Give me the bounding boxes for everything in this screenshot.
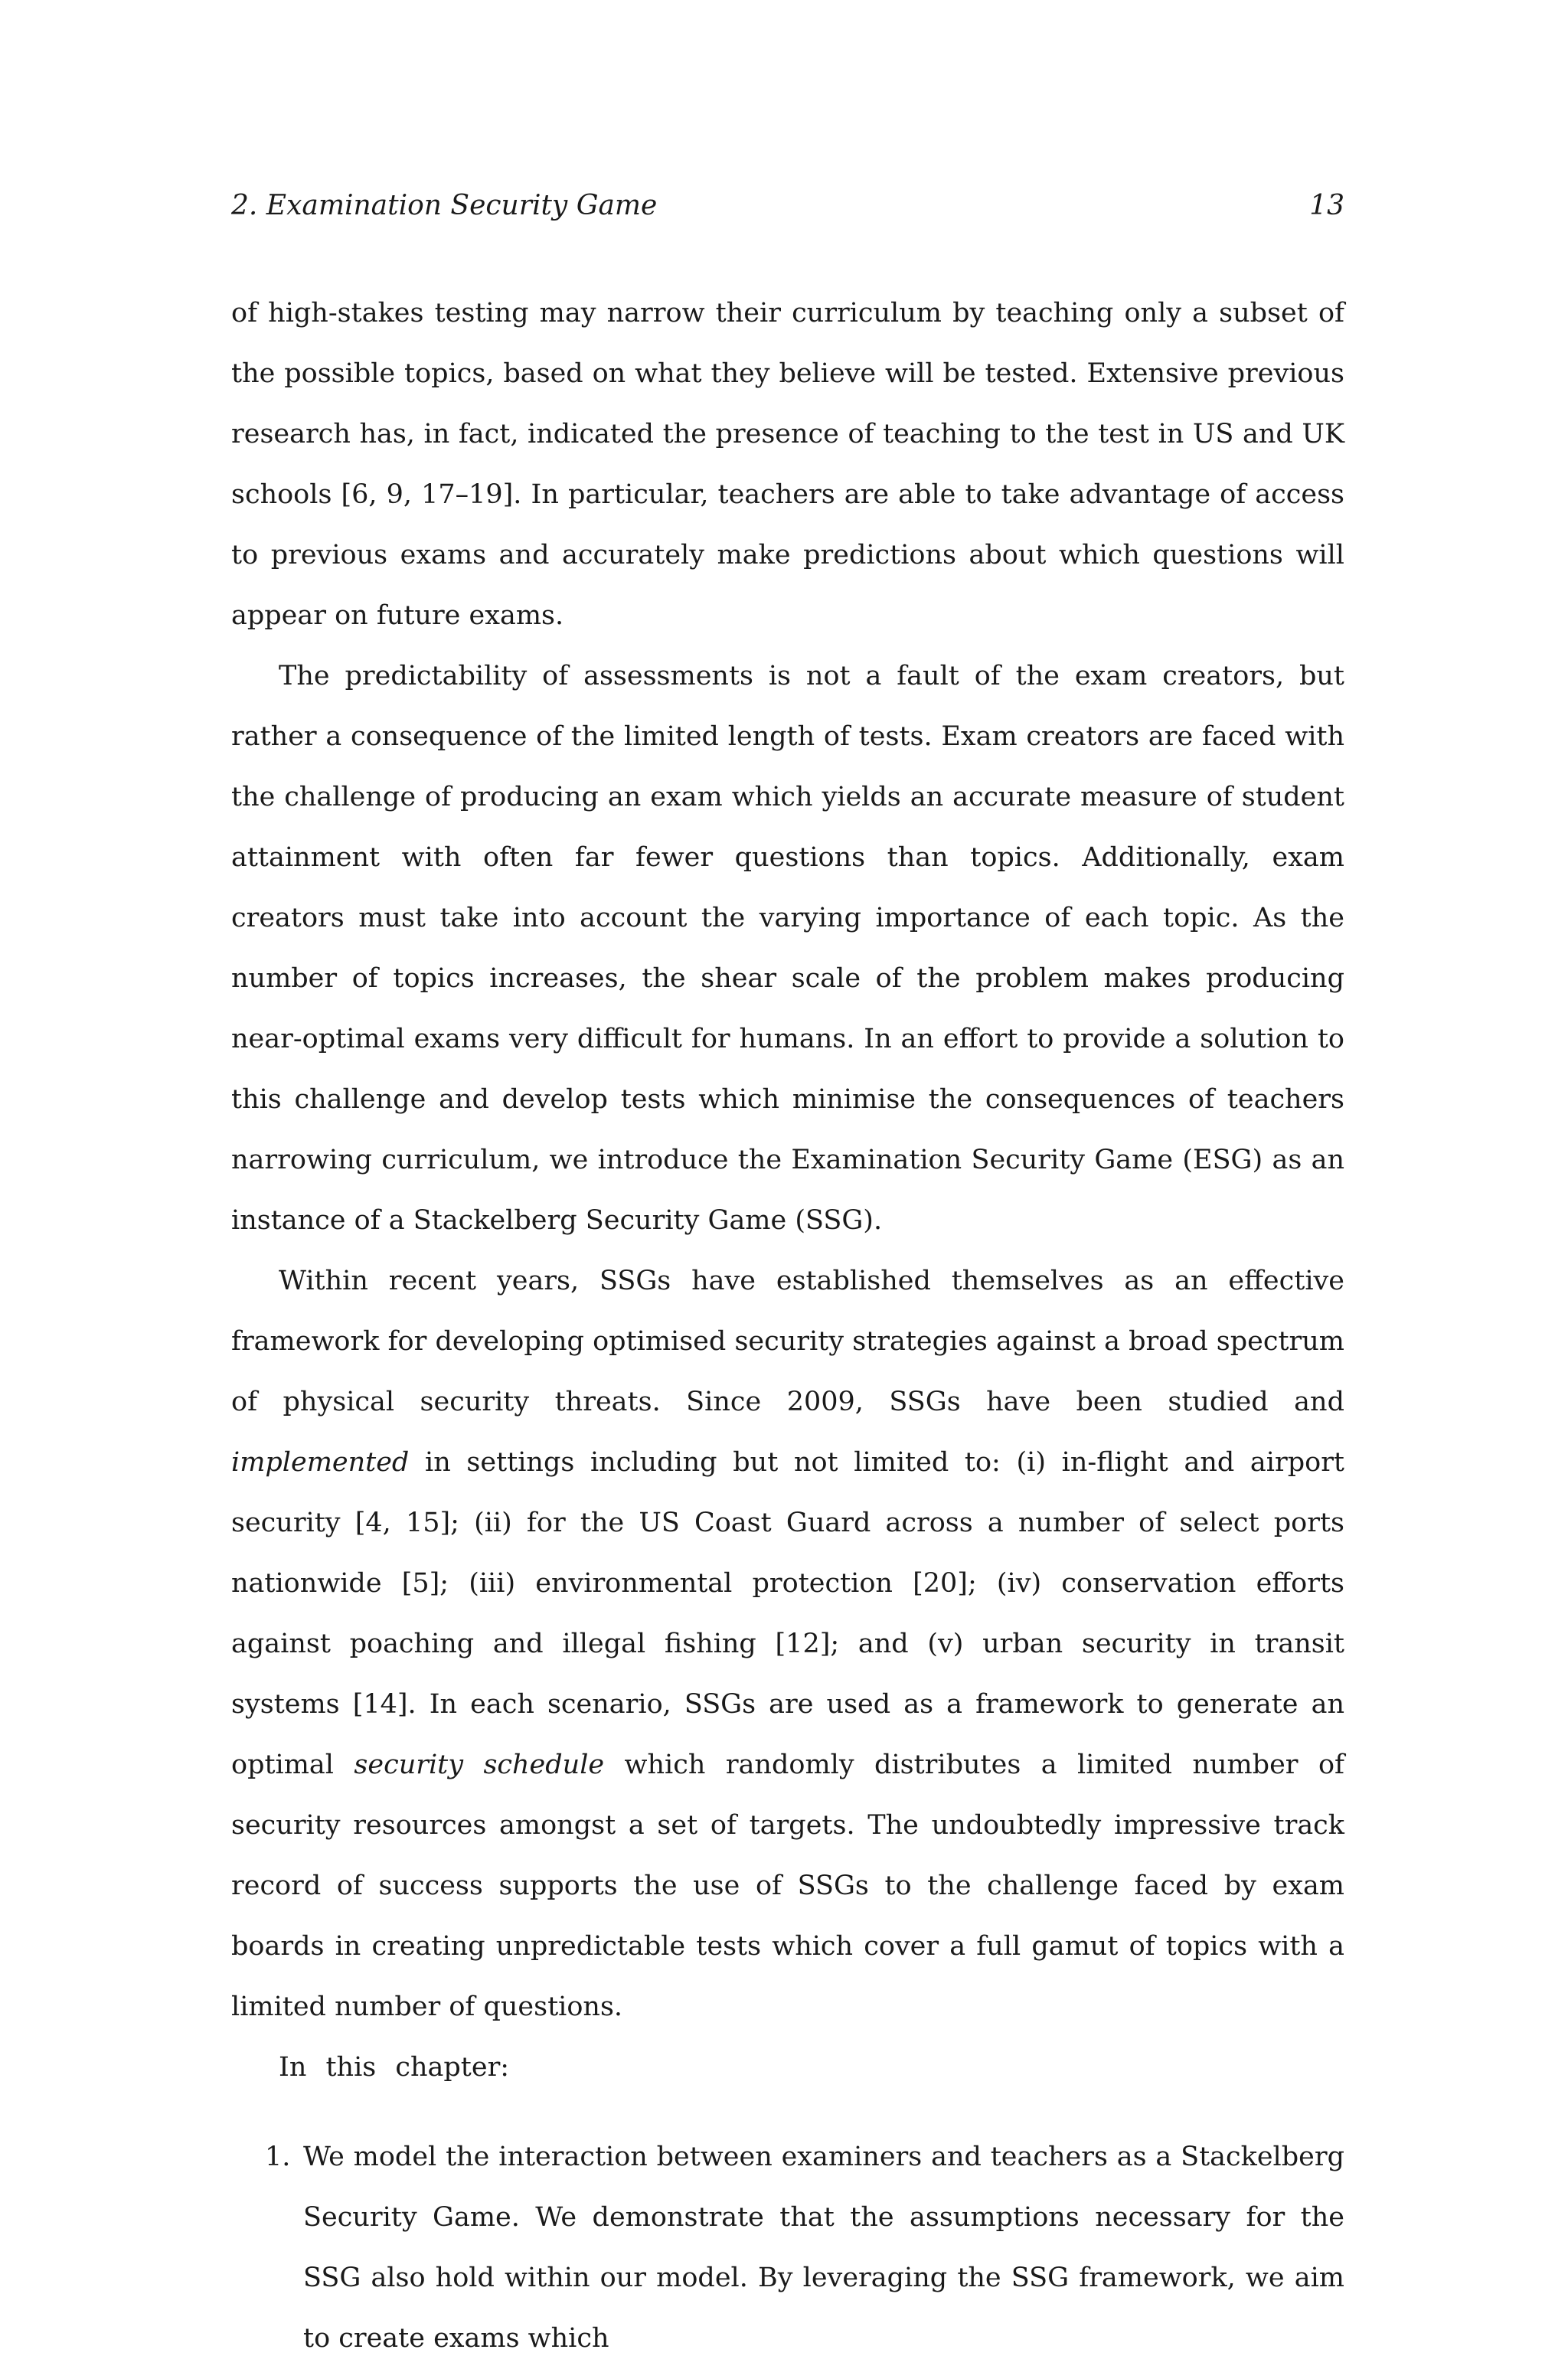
chapter-title: 2. Examination Security Game [231, 190, 658, 221]
page-number: 13 [1309, 190, 1344, 221]
emphasis-security-schedule: security schedule [354, 1750, 605, 1780]
paragraph-3 [231, 1251, 1344, 2037]
contribution-list [231, 2127, 1344, 2369]
paragraph-1: of high-stakes testing may narrow their curriculum by teaching only a subset of the possible topics, based on what they believe will be tested. Extensive previous research has, in fact, indicated the presence of teaching to the test in US and UK schools [6, 9, 17–19]. In particular, teachers are able to take advantage of access to previous exams and accurately make predictions about which questions will appear on future exams. [231, 298, 1344, 631]
paragraph-3-text-b: in settings including but not limited to: (i) in-flight and airport security [4, 15]; (ii) for the US Coast Guard across a number of select ports nationwide [5]; (iii) environmental protection [20]; (iv) conservation efforts against poaching and illegal fishing [12]; and (v) urban security in transit systems [14]. In each scenario, SSGs are used as a framework to generate an optimal [231, 1447, 1344, 1780]
emphasis-implemented: implemented [231, 1447, 410, 1478]
body-text [231, 283, 1344, 2369]
paragraph-2: The predictability of assessments is not a fault of the exam creators, but rather a consequence of the limited length of tests. Exam creators are faced with the challenge of producing an exam which yields an accurate measure of student attainment with often far fewer questions than topics. Additionally, exam creators must take into account the varying importance of each topic. As the number of topics increases, the shear scale of the problem makes producing near-optimal exams very difficult for humans. In an effort to provide a solution to this challenge and develop tests which minimise the consequences of teachers narrowing curriculum, we introduce the Examination Security Game (ESG) as an instance of a Stackelberg Security Game (SSG). [231, 661, 1344, 1236]
paragraph-4: In this chapter: [279, 2052, 510, 2083]
paragraph-3-text-a: Within recent years, SSGs have established themselves as an effective framework for developing optimised security strategies against a broad spectrum of physical security threats. Since 2009, SSGs have been studied and [231, 1266, 1344, 1417]
list-marker: 1. [265, 2142, 291, 2172]
list-item [231, 2127, 1344, 2369]
list-item-text: We model the interaction between examiners and teachers as a Stackelberg Security Game. We demonstrate that the assumptions necessary for the SSG also hold within our model. By leveraging the SSG framework, we aim to create exams which [303, 2142, 1344, 2354]
paragraph-3-text-c: which randomly distributes a limited number of security resources amongst a set of targets. The undoubtedly impressive track record of success supports the use of SSGs to the challenge faced by exam boards in creating unpredictable tests which cover a full gamut of topics with a limited number of questions. [231, 1750, 1344, 2022]
running-header [231, 187, 1344, 225]
